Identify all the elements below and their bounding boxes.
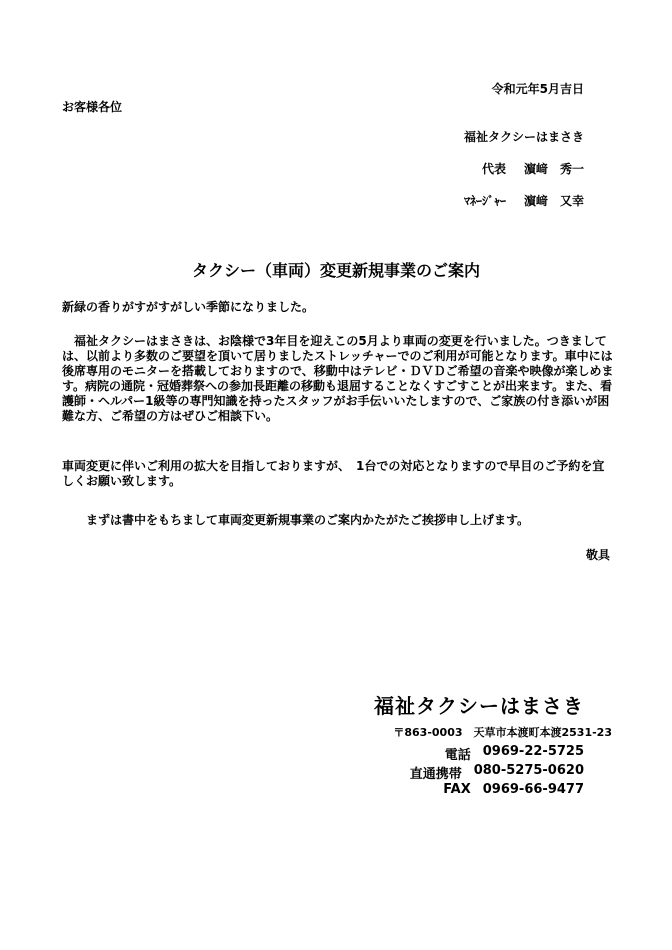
representative-name: 濵﨑 秀一 (523, 162, 584, 176)
contact-fax (443, 782, 584, 797)
phone-number: 0969-22-5725 (482, 744, 584, 759)
sender-manager (464, 192, 584, 209)
reservation-paragraph: 車両変更に伴いご利用の拡大を目指しておりますが、 1台での対応となりますので早目のご予約を宜しくお願い致します。 (62, 459, 605, 488)
letter-date: 令和元年5月吉日 (491, 82, 584, 96)
document-title: タクシー（車両）変更新規事業のご案内 (191, 261, 480, 280)
closing-paragraph: まずは書中をもちまして車両変更新規事業のご案内かたがたご挨拶申し上げます。 (86, 513, 530, 527)
greeting-paragraph: 新緑の香りがすがすがしい季節になりました。 (62, 300, 315, 314)
main-paragraph: 福祉タクシーはまさきは、お陰様で3年目を迎えこの5月より車両の変更を行いました。つきましては、以前より多数のご要望を頂いて居りましたストレッチャーでのご利用が可能となります。車中には後席専用のモニターを搭載しておりますので、移動中はテレビ・ＤＶＤご希望の音楽や映像が楽しめます。病院の通院・冠婚葬祭への参加長距離の移動も退屈することなくすごすことが出来ます。また、看護師・ヘルパー1級等の専門知識を持ったスタッフがお手伝いいたしますので、ご家族の付き添いが困難な方、ご希望の方はぜひご相談下い。 (62, 334, 614, 423)
contact-phone (445, 744, 584, 763)
phone-label: 電話 (444, 748, 471, 763)
fax-number: 0969-66-9477 (482, 782, 584, 797)
contact-mobile (410, 763, 584, 782)
footer-company: 福祉タクシーはまさき (374, 694, 584, 718)
sender-company: 福祉タクシーはまさき (463, 130, 584, 144)
addressee: お客様各位 (62, 100, 123, 114)
mobile-number: 080-5275-0620 (473, 763, 584, 778)
mobile-label: 直通携帯 (409, 767, 462, 782)
sender-representative (482, 160, 584, 177)
representative-role: 代表 (481, 162, 506, 176)
footer-address: 〒863-0003 天草市本渡町本渡2531-23 (393, 726, 612, 739)
sign-off: 敬具 (585, 548, 610, 562)
manager-name: 濵﨑 又幸 (523, 194, 584, 208)
fax-label: FAX (443, 782, 471, 797)
manager-role: ﾏﾈｰｼﾞｬｰ (463, 194, 506, 208)
